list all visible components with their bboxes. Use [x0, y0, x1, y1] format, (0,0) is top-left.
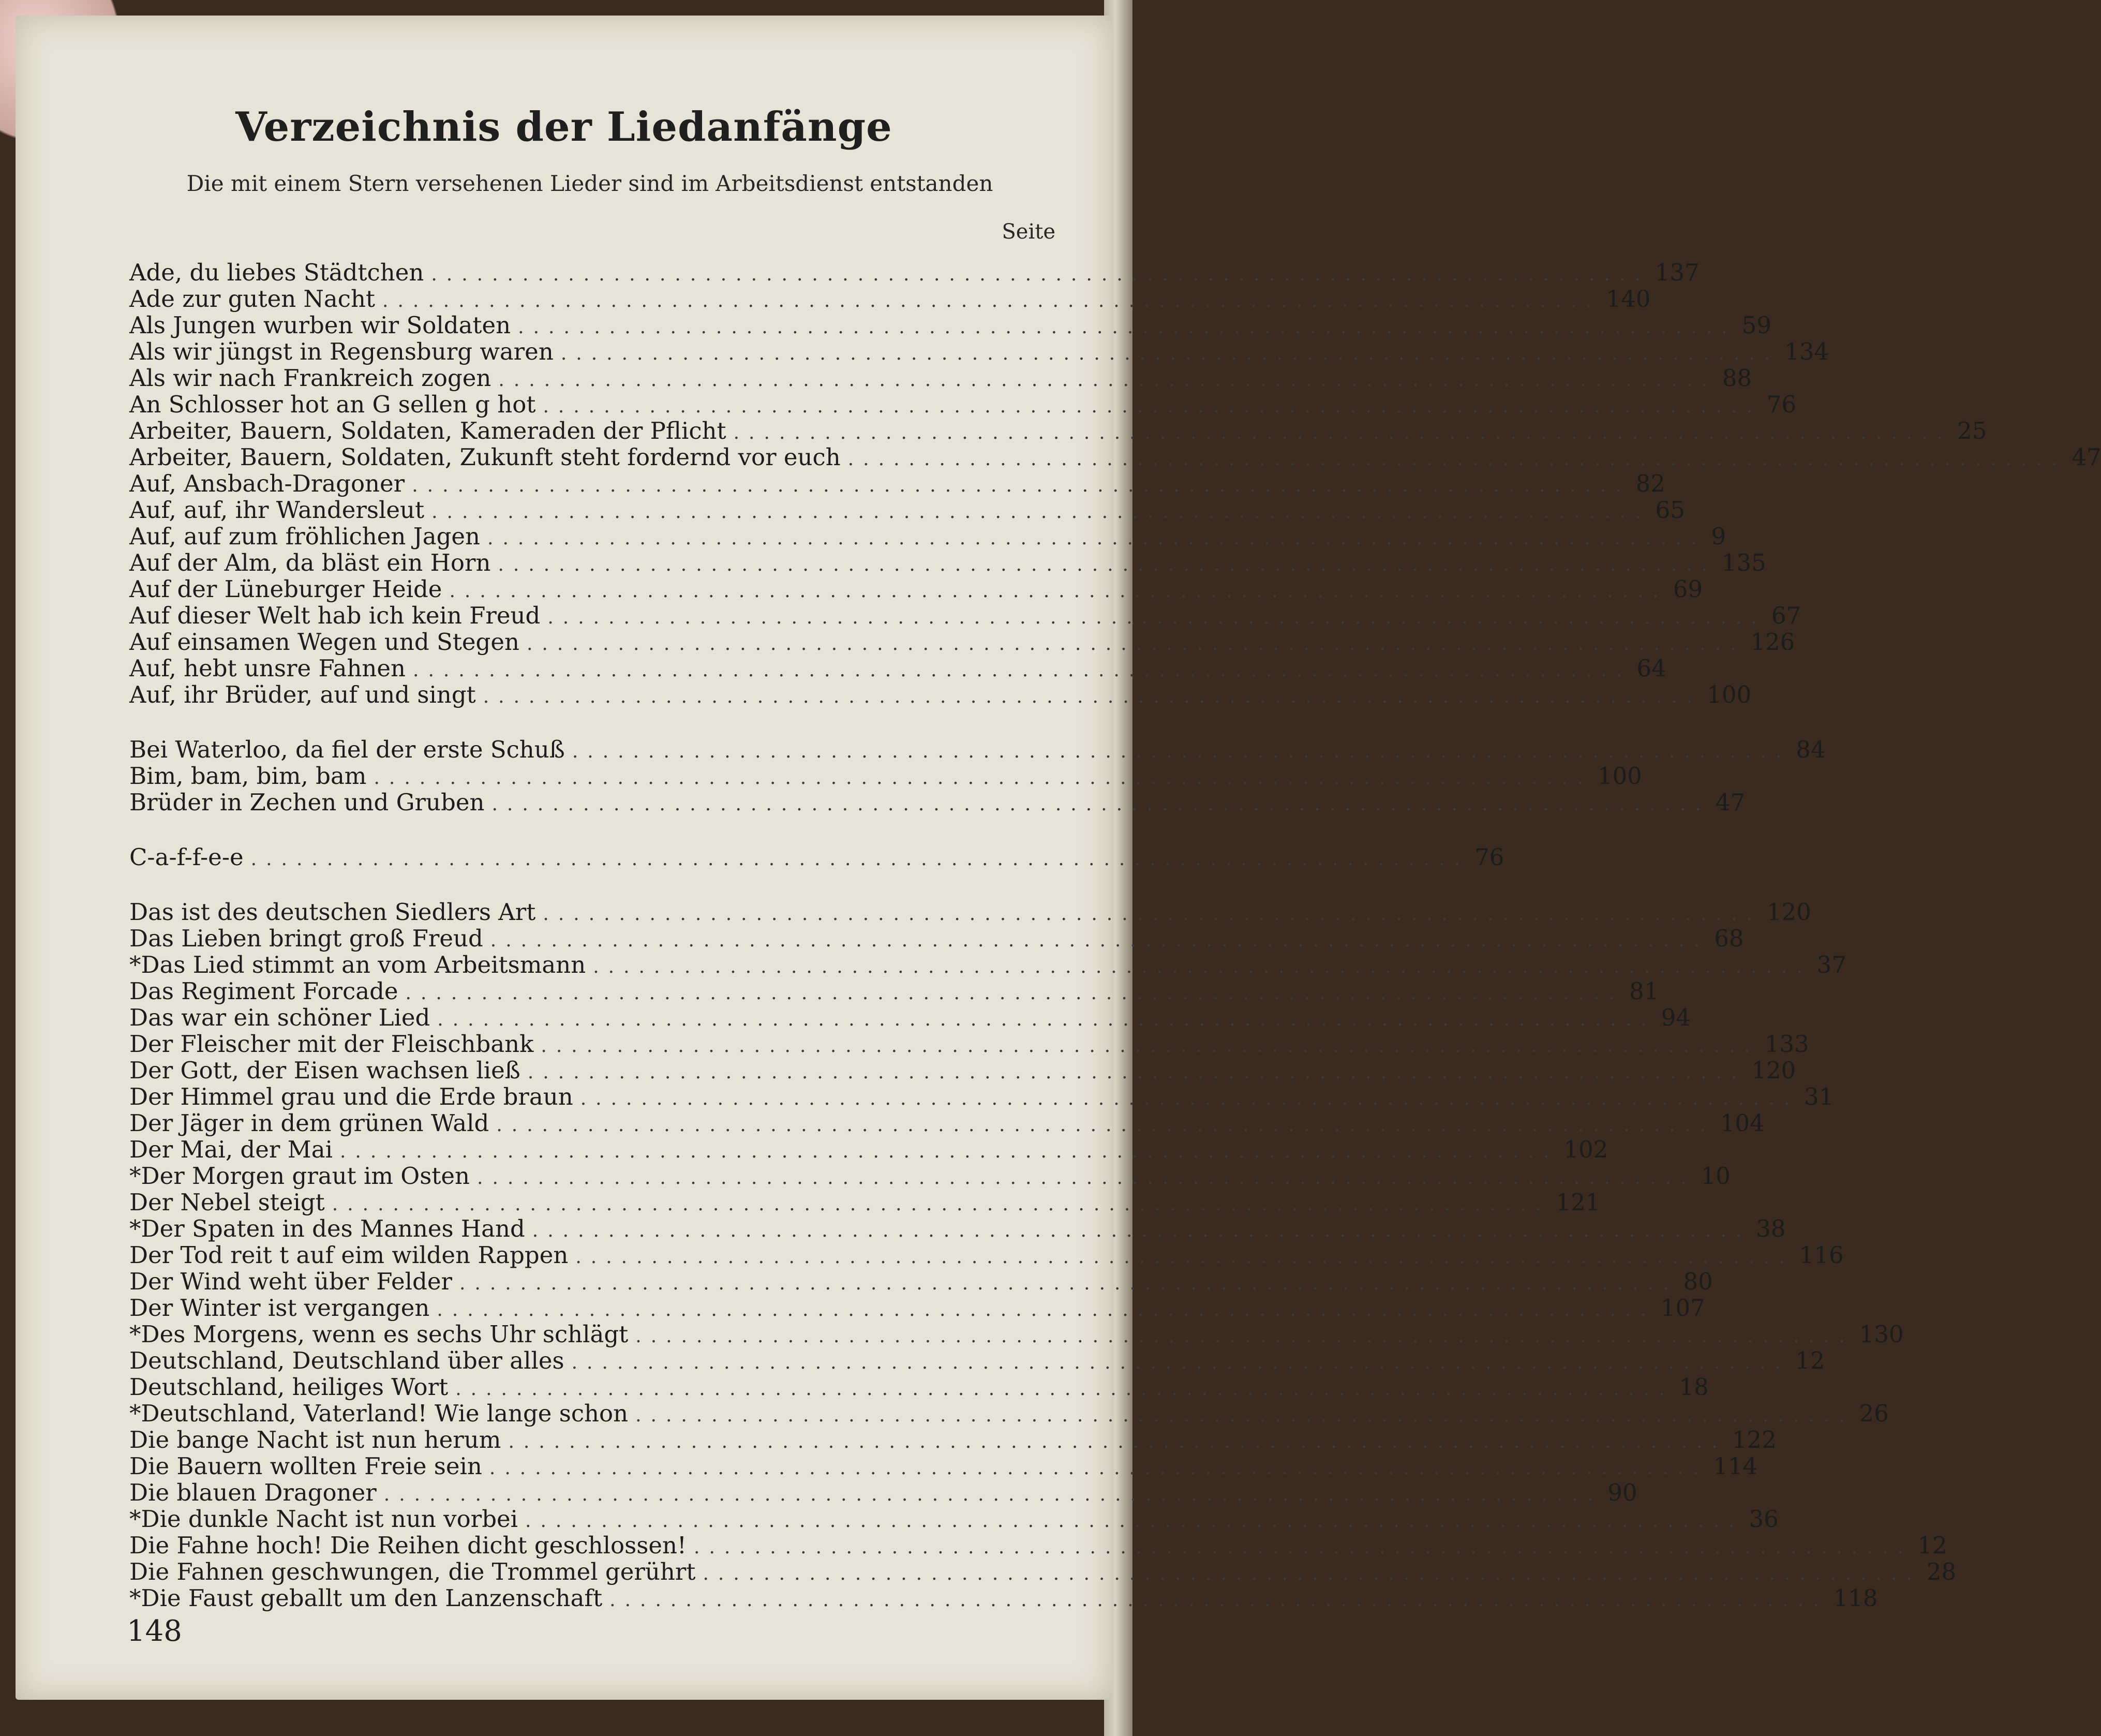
- index-entry: [129, 443, 2101, 471]
- index-entry: [129, 1268, 1713, 1295]
- entry-title: An Schlosser hot an G sellen g hot: [129, 391, 536, 418]
- entry-page: 82: [1635, 470, 1665, 497]
- entry-title: Der Wind weht über Felder: [129, 1268, 452, 1295]
- entry-page: 47: [1715, 789, 1746, 816]
- entry-page: 67: [1771, 602, 1801, 629]
- leader-dots: ................................................................................: [491, 794, 1710, 815]
- index-entry: [129, 843, 1504, 871]
- index-entry: [129, 1320, 1904, 1348]
- leader-dots: ................................................................................: [431, 264, 1650, 285]
- entry-page: 134: [1784, 338, 1829, 365]
- entry-title: C-a-f-f-e-e: [129, 843, 244, 871]
- entry-page: 10: [1701, 1162, 1731, 1190]
- leader-dots: ................................................................................: [405, 983, 1624, 1004]
- entry-title: *Deutschland, Vaterland! Wie lange schon: [129, 1400, 629, 1427]
- index-entry: [129, 762, 1642, 790]
- entry-title: Auf, hebt unsre Fahnen: [129, 655, 406, 682]
- index-entry: [129, 496, 1685, 524]
- index-entry: [129, 1241, 1844, 1269]
- leader-dots: ................................................................................: [339, 1141, 1559, 1162]
- entry-page: 88: [1722, 364, 1752, 392]
- entry-title: Als Jungen wurben wir Soldaten: [129, 311, 511, 339]
- page-header: [16, 103, 1112, 151]
- index-entry: [129, 1347, 1825, 1374]
- leader-dots: ................................................................................: [543, 396, 1762, 417]
- entry-title: Die blauen Dragoner: [129, 1479, 377, 1506]
- entry-title: Auf, auf zum fröhlichen Jagen: [129, 523, 480, 550]
- leader-dots: ................................................................................: [459, 1273, 1678, 1294]
- index-entry: [129, 681, 1752, 708]
- entry-title: *Des Morgens, wenn es sechs Uhr schlägt: [129, 1320, 629, 1348]
- entry-page: 12: [1795, 1347, 1825, 1374]
- leader-dots: ................................................................................: [847, 449, 2067, 470]
- leader-dots: ................................................................................: [580, 1088, 1799, 1109]
- index-entry: [129, 1532, 1947, 1559]
- entry-title: Auf dieser Welt hab ich kein Freud: [129, 602, 541, 629]
- entry-title: *Das Lied stimmt an vom Arbeitsmann: [129, 951, 586, 978]
- entry-page: 100: [1707, 681, 1752, 708]
- entry-title: Bei Waterloo, da fiel der erste Schuß: [129, 736, 565, 763]
- entry-page: 59: [1741, 311, 1771, 339]
- entry-title: *Die dunkle Nacht ist nun vorbei: [129, 1505, 518, 1533]
- entry-page: 140: [1606, 285, 1651, 313]
- leader-dots: ................................................................................: [383, 1484, 1603, 1505]
- leader-dots: ................................................................................: [508, 1431, 1727, 1452]
- leader-dots: ................................................................................: [525, 1510, 1744, 1532]
- index-entry: [129, 1057, 1796, 1084]
- entry-page: 137: [1655, 259, 1700, 286]
- entry-title: Die Fahnen geschwungen, die Trommel gerührt: [129, 1558, 696, 1585]
- entry-title: Auf der Lüneburger Heide: [129, 575, 442, 603]
- index-entry: [129, 925, 1744, 952]
- leader-dots: ................................................................................: [496, 1115, 1715, 1136]
- index-entry: [129, 1426, 1777, 1453]
- entry-title: Die bange Nacht ist nun herum: [129, 1426, 501, 1453]
- leader-dots: ................................................................................: [483, 686, 1702, 707]
- leader-dots: ................................................................................: [575, 1247, 1794, 1268]
- entry-page: 9: [1711, 523, 1726, 550]
- index-entry: [129, 523, 1726, 550]
- entry-page: 116: [1799, 1241, 1844, 1269]
- leader-dots: ................................................................................: [437, 1009, 1656, 1030]
- entry-page: 135: [1721, 549, 1766, 576]
- leader-dots: ................................................................................: [703, 1563, 1921, 1584]
- entry-page: 68: [1714, 925, 1744, 952]
- index-entry: [129, 417, 1987, 444]
- index-entry: [129, 1373, 1709, 1401]
- entry-page: 90: [1607, 1479, 1637, 1506]
- index-entry: [129, 1109, 1765, 1137]
- index-entry: [129, 1505, 1779, 1533]
- entry-title: *Der Spaten in des Mannes Hand: [129, 1215, 525, 1242]
- song-index-list: [129, 259, 2101, 1612]
- index-entry: [129, 789, 1746, 816]
- leader-dots: ................................................................................: [455, 1378, 1674, 1400]
- entry-page: 81: [1629, 977, 1659, 1005]
- entry-page: 26: [1859, 1400, 1889, 1427]
- leader-dots: ................................................................................: [560, 343, 1780, 364]
- entry-page: 94: [1661, 1004, 1691, 1031]
- entry-page: 47: [2072, 443, 2101, 471]
- index-entry: [129, 575, 1703, 603]
- leader-dots: ................................................................................: [490, 930, 1709, 951]
- index-entry: [129, 364, 1752, 392]
- entry-page: 38: [1756, 1215, 1786, 1242]
- index-entry: [129, 391, 1797, 418]
- index-entry: [129, 1558, 1957, 1585]
- leader-dots: ................................................................................: [489, 1458, 1708, 1479]
- index-entry: [129, 1004, 1691, 1031]
- entry-title: Auf, ihr Brüder, auf und singt: [129, 681, 476, 708]
- entry-page: 130: [1859, 1320, 1904, 1348]
- entry-page: 37: [1816, 951, 1846, 978]
- entry-title: Auf einsamen Wegen und Stegen: [129, 628, 519, 656]
- entry-title: Der Gott, der Eisen wachsen ließ: [129, 1057, 520, 1084]
- leader-dots: ................................................................................: [412, 475, 1631, 496]
- entry-title: Die Fahne hoch! Die Reihen dicht geschlossen!: [129, 1532, 687, 1559]
- index-entry: [129, 628, 1795, 656]
- entry-title: Als wir nach Frankreich zogen: [129, 364, 491, 392]
- leader-dots: ................................................................................: [733, 422, 1953, 443]
- entry-page: 133: [1764, 1030, 1809, 1058]
- leader-dots: ................................................................................: [694, 1537, 1913, 1558]
- index-entry: [129, 1294, 1705, 1322]
- index-entry: [129, 1215, 1786, 1242]
- entry-title: Arbeiter, Bauern, Soldaten, Kameraden der Pflicht: [129, 417, 726, 444]
- index-entry: [129, 951, 1846, 978]
- book-page: [16, 16, 2101, 1700]
- leader-dots: ................................................................................: [518, 317, 1737, 338]
- entry-page: 122: [1732, 1426, 1777, 1453]
- index-entry: [129, 311, 1771, 339]
- leader-dots: ................................................................................: [437, 1299, 1656, 1320]
- leader-dots: ................................................................................: [477, 1167, 1696, 1189]
- entry-page: 104: [1720, 1109, 1765, 1137]
- leader-dots: ................................................................................: [449, 581, 1668, 602]
- page-subtitle: Die mit einem Stern versehenen Lieder sind im Arbeitsdienst entstanden: [186, 171, 993, 196]
- entry-page: 64: [1636, 655, 1666, 682]
- entry-title: Der Jäger in dem grünen Wald: [129, 1109, 489, 1137]
- leader-dots: ................................................................................: [527, 1062, 1747, 1083]
- leader-dots: ................................................................................: [431, 501, 1650, 523]
- leader-dots: ................................................................................: [593, 956, 1812, 977]
- entry-title: Deutschland, heiliges Wort: [129, 1373, 449, 1401]
- entry-title: Bim, bam, bim, bam: [129, 762, 367, 790]
- entry-page: 118: [1833, 1584, 1878, 1612]
- page-title: Verzeichnis der Liedanfänge: [235, 103, 892, 151]
- entry-title: Der Mai, der Mai: [129, 1136, 333, 1163]
- index-entry: [129, 1162, 1731, 1190]
- entry-title: Auf, Ansbach-Dragoner: [129, 470, 405, 497]
- entry-page: 121: [1556, 1189, 1601, 1216]
- entry-title: Der Winter ist vergangen: [129, 1294, 430, 1322]
- index-entry: [129, 1400, 1889, 1427]
- index-entry: [129, 285, 1651, 313]
- leader-dots: ................................................................................: [498, 369, 1717, 391]
- leader-dots: ................................................................................: [609, 1590, 1828, 1611]
- index-entry: [129, 1452, 1758, 1480]
- leader-dots: ................................................................................: [498, 554, 1717, 575]
- entry-title: Brüder in Zechen und Gruben: [129, 789, 485, 816]
- entry-title: *Der Morgen graut im Osten: [129, 1162, 470, 1190]
- leader-dots: ................................................................................: [543, 903, 1762, 925]
- entry-page: 69: [1673, 575, 1703, 603]
- entry-title: Der Himmel grau und die Erde braun: [129, 1083, 573, 1110]
- index-entry: [129, 1136, 1608, 1163]
- entry-page: 102: [1563, 1136, 1608, 1163]
- leader-dots: ................................................................................: [413, 660, 1632, 681]
- entry-page: 107: [1660, 1294, 1705, 1322]
- index-entry: [129, 1030, 1809, 1058]
- leader-dots: ................................................................................: [635, 1405, 1854, 1426]
- entry-page: 100: [1597, 762, 1642, 790]
- entry-title: Auf der Alm, da bläst ein Horn: [129, 549, 491, 576]
- entry-title: Das Lieben bringt groß Freud: [129, 925, 483, 952]
- index-entry: [129, 977, 1659, 1005]
- index-entry: [129, 549, 1766, 576]
- index-entry: [129, 1584, 1878, 1612]
- entry-title: Das Regiment Forcade: [129, 977, 398, 1005]
- leader-dots: ................................................................................: [250, 849, 1470, 870]
- entry-title: Als wir jüngst in Regensburg waren: [129, 338, 554, 365]
- leader-dots: ................................................................................: [541, 1035, 1760, 1057]
- entry-page: 25: [1957, 417, 1987, 444]
- entry-title: Arbeiter, Bauern, Soldaten, Zukunft steht fordernd vor euch: [129, 443, 841, 471]
- entry-page: 28: [1926, 1558, 1957, 1585]
- entry-page: 18: [1679, 1373, 1709, 1401]
- entry-title: Deutschland, Deutschland über alles: [129, 1347, 564, 1374]
- index-entry: [129, 1189, 1601, 1216]
- entry-title: Der Nebel steigt: [129, 1189, 325, 1216]
- leader-dots: ................................................................................: [572, 741, 1791, 762]
- entry-title: Auf, auf, ihr Wandersleut: [129, 496, 425, 524]
- entry-title: Ade, du liebes Städtchen: [129, 259, 424, 286]
- entry-title: *Die Faust geballt um den Lanzenschaft: [129, 1584, 603, 1612]
- entry-title: Das ist des deutschen Siedlers Art: [129, 898, 536, 926]
- index-entry: [129, 1083, 1834, 1110]
- index-entry: [129, 1479, 1637, 1506]
- leader-dots: ................................................................................: [374, 767, 1592, 789]
- entry-page: 114: [1713, 1452, 1758, 1480]
- entry-page: 36: [1749, 1505, 1779, 1533]
- leader-dots: ................................................................................: [332, 1194, 1551, 1215]
- leader-dots: ................................................................................: [382, 290, 1601, 311]
- entry-page: 76: [1766, 391, 1797, 418]
- entry-page: 84: [1796, 736, 1826, 763]
- index-entry: [129, 736, 1826, 763]
- leader-dots: ................................................................................: [526, 633, 1746, 655]
- index-entry: [129, 602, 1801, 629]
- entry-page: 120: [1766, 898, 1811, 926]
- leader-dots: ................................................................................: [487, 528, 1706, 549]
- entry-page: 76: [1474, 843, 1504, 871]
- entry-page: 120: [1751, 1057, 1796, 1084]
- leader-dots: ................................................................................: [571, 1352, 1791, 1373]
- index-entry: [129, 655, 1666, 682]
- leader-dots: ................................................................................: [547, 607, 1766, 628]
- index-entry: [129, 259, 1700, 286]
- page-column-label: Seite: [1002, 220, 1055, 244]
- entry-page: 65: [1655, 496, 1685, 524]
- entry-page: 80: [1683, 1268, 1713, 1295]
- entry-title: Das war ein schöner Lied: [129, 1004, 430, 1031]
- leader-dots: ................................................................................: [532, 1220, 1751, 1241]
- page-number: 148: [127, 1614, 182, 1648]
- entry-title: Ade zur guten Nacht: [129, 285, 376, 313]
- index-entry: [129, 898, 1811, 926]
- entry-title: Die Bauern wollten Freie sein: [129, 1452, 482, 1480]
- index-entry: [129, 338, 1829, 365]
- entry-title: Der Tod reit t auf eim wilden Rappen: [129, 1241, 569, 1269]
- entry-page: 126: [1750, 628, 1795, 656]
- entry-page: 12: [1917, 1532, 1947, 1559]
- entry-page: 31: [1804, 1083, 1834, 1110]
- entry-title: Der Fleischer mit der Fleischbank: [129, 1030, 534, 1058]
- leader-dots: ................................................................................: [635, 1326, 1854, 1347]
- index-entry: [129, 470, 1665, 497]
